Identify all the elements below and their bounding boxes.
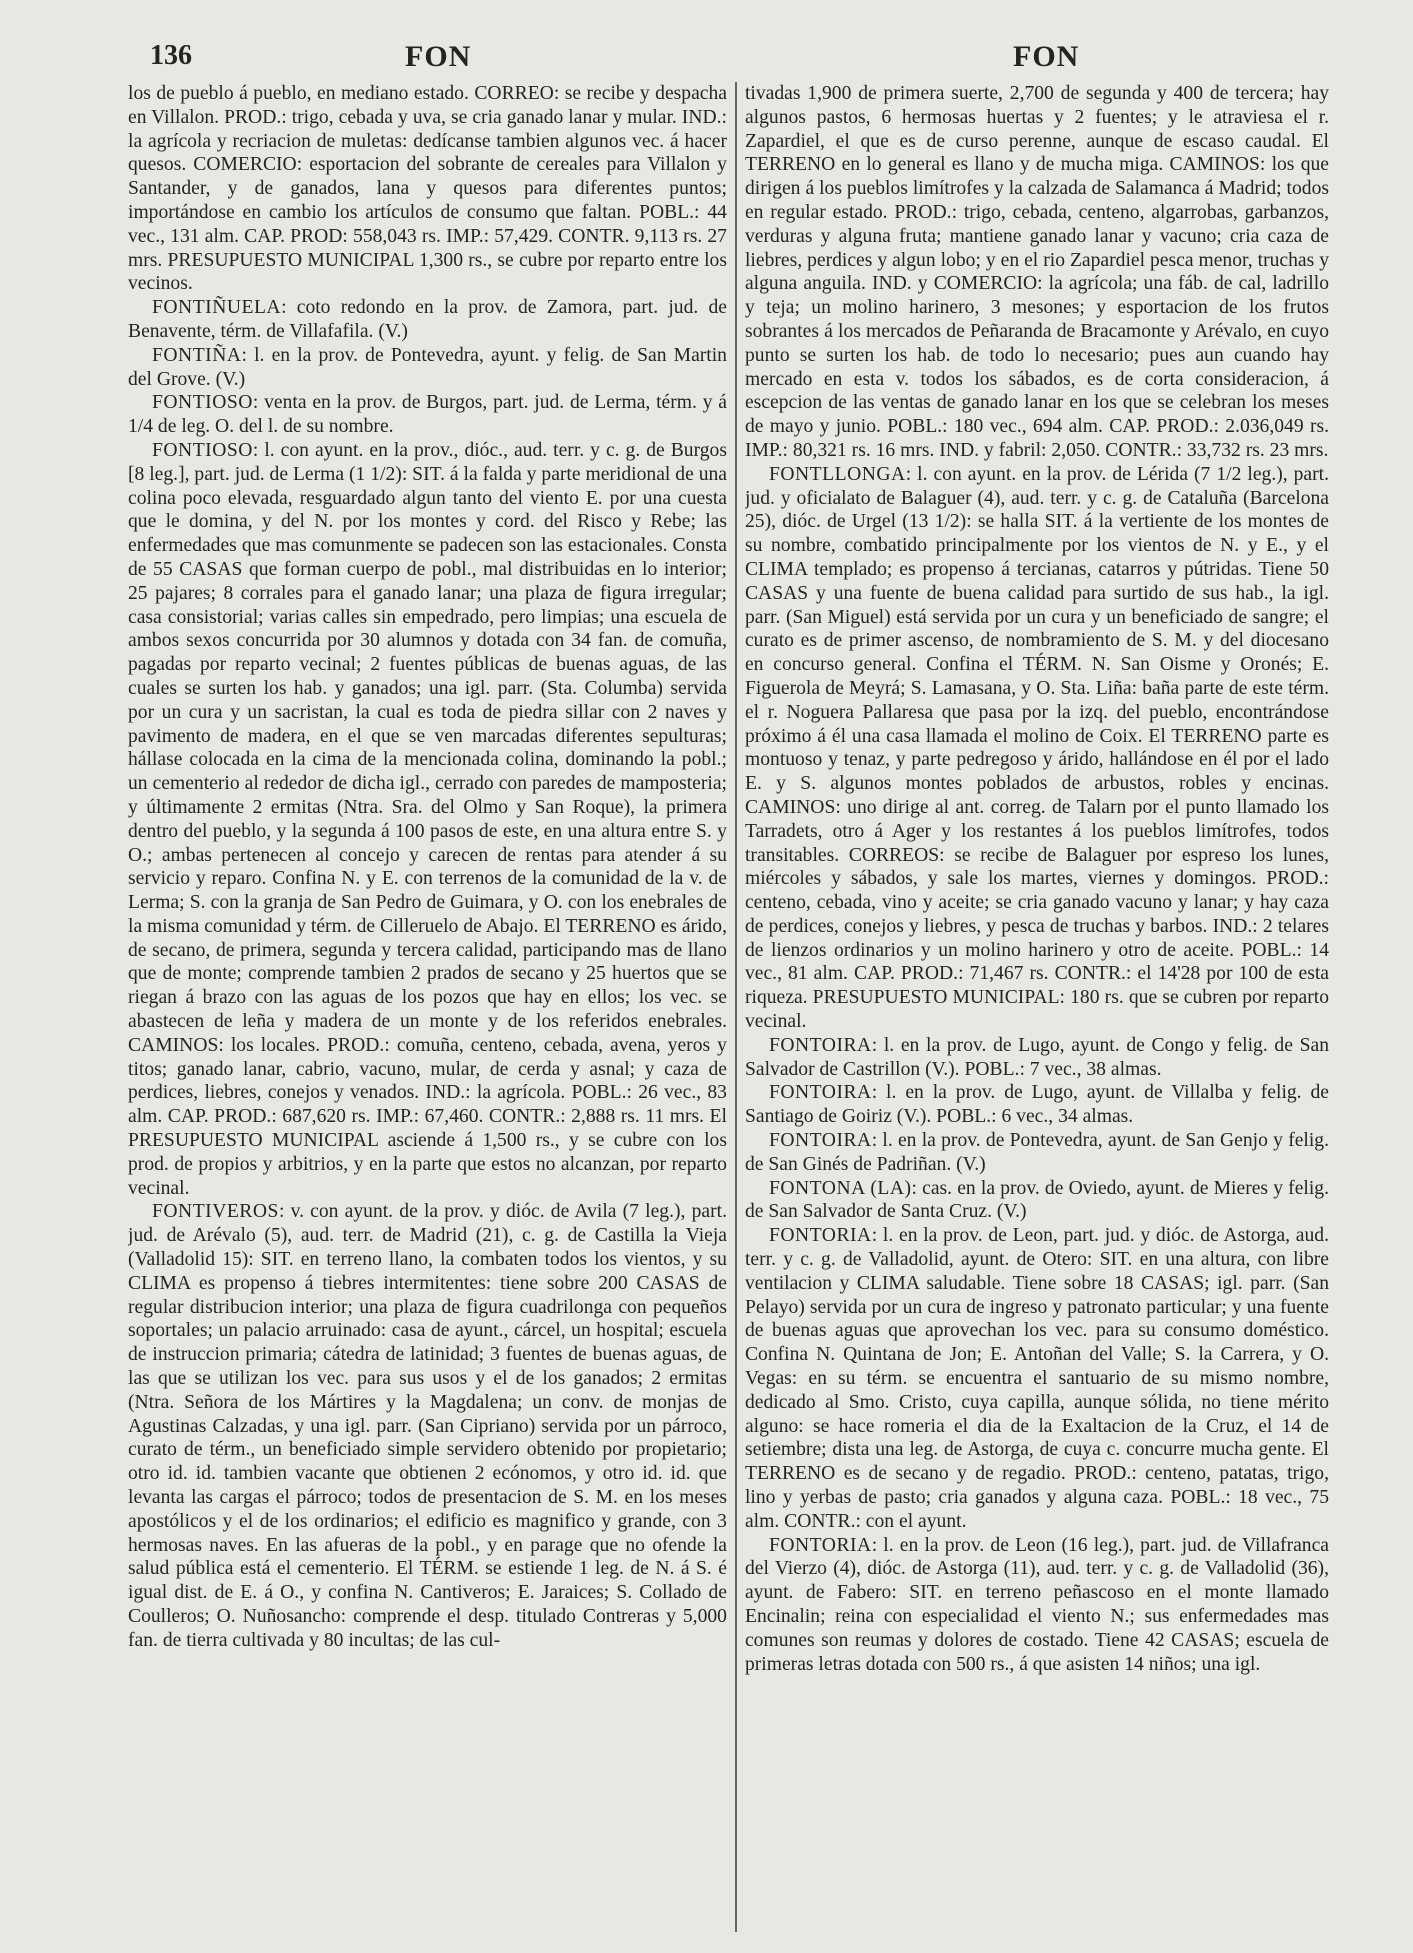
column-divider [735,82,737,1932]
headword: FONTIOSO [152,392,253,414]
entry-fontona [745,1177,1329,1225]
headword: FONTIVEROS [152,1201,279,1223]
entry-fontina [128,344,727,392]
left-running-head: FON [405,40,472,73]
entry-text: : l. en la prov. de Lugo, ayunt. de Villalba y felig. de Santiago de Goiriz (V.). POBL.: 6 vec., 34 almas. [744,1082,1329,1128]
entry-text: : v. con ayunt. de la prov. y dióc. de Avila (7 leg.), part. jud. de Arévalo (5), aud. terr. de Madrid (21), c. g. de Castilla la Vieja (Valladolid 15): SIT. en terreno llano, la combaten todos los vientos, y su CLIMA es propenso á tiebres intermitentes: tiene sobre 200 CASAS de regular distribucion interior; una plaza de figura cuadrilonga con pequeños soportales; un palacio arruinado: casa de ayunt., cárcel, un hospital; escuela de instruccion primaria; cátedra de latinidad; 3 fuentes de buenas aguas, de las que se utilizan los vec. para sus usos y el de los ganados; 2 ermitas (Ntra. Señora de los Mártires y la Magdalena; un conv. de monjas de Agustinas Calzadas, y una igl. parr. (San Cipriano) servida por un párroco, curato de térm., un beneficiado simple servidero obtenido por propietario; otro id. id. tambien vacante que obtienen 2 ecónomos, y otro id. id. que levanta las cargas el párroco; todos de presentacion de S. M. en los meses apostólicos y el de los ordinarios; el edificio es magnifico y grande, con 3 hermosas naves. En las afueras de la pobl., y en parage que no ofende la salud pública está el cementerio. El TÉRM. se estiende 1 leg. de N. á S. é igual dist. de E. á O., y confina N. Cantiveros; E. Jaraices; S. Collado de Coulleros; O. Nuñosancho: comprende el desp. titulado Contreras y 5,000 fan. de tierra cultivada y 80 incultas; de las cul- [128,1201,727,1651]
left-column [128,82,727,1932]
text-columns [128,82,1329,1932]
headword: FONTIÑUELA [152,297,282,319]
page-number: 136 [150,40,192,71]
entry-text: los de pueblo á pueblo, en mediano estado. CORREO: se recibe y despacha en Villalon. PROD.: trigo, cebada y uva, se cria ganado lanar y mular. IND.: la agrícola y recriacion de muletas: dedícanse tambien algunos vec. á hacer quesos. COMERCIO: esportacion del sobrante de cereales para Villalon y Santander, y de ganados, lana y quesos para diferentes puntos; importándose en cambio los artículos de consumo que faltan. POBL.: 44 vec., 131 alm. CAP. PROD: 558,043 rs. IMP.: 57,429. CONTR. 9,113 rs. 27 mrs. PRESUPUESTO MUNICIPAL 1,300 rs., se cubre por reparto entre los vecinos. [128,83,727,295]
running-head [128,36,1329,82]
headword: FONTORIA [768,1225,872,1247]
entry-text: tivadas 1,900 de primera suerte, 2,700 de segunda y 400 de tercera; hay algunos pastos, 6 hermosas huertas y 2 fuentes; y le atraviesa el r. Zapardiel, el que es de curso perenne, aunque de escaso caudal. El TERRENO en lo general es llano y de mucha miga. CAMINOS: los que dirigen á los pueblos limítrofes y la calzada de Salamanca á Madrid; todos en regular estado. PROD.: trigo, cebada, centeno, algarrobas, garbanzos, verduras y alguna fruta; mantiene ganado lanar y vacuno; cria caza de liebres, perdices y algun lobo; y en el rio Zapardiel pesca menor, truchas y alguna anguila. IND. y COMERCIO: la agrícola; una fáb. de cal, ladrillo y teja; un molino harinero, 3 mesones; y esportacion de los frutos sobrantes á los mercados de Peñaranda de Bracamonte y Arévalo, en cuyo punto se surten los hab. de todo lo necesario; pues aun cuando hay mercado en esta v. todos los sábados, es de corta consideracion, á escepcion de las ventas de ganado lanar en los que se celebran los meses de mayo y junio. POBL.: 180 vec., 694 alm. CAP. PROD.: 2.036,049 rs. IMP.: 80,321 rs. 16 mrs. IND. y fabril: 2,050. CONTR.: 33,732 rs. 23 mrs. [744,83,1329,461]
entry-text: : l. en la prov. de Leon, part. jud. y dióc. de Astorga, aud. terr. y c. g. de Valladolid, ayunt. de Otero: SIT. en una altura, con libre ventilacion y CLIMA saludable. Tiene sobre 18 CASAS; igl. parr. (San Pelayo) servida por un cura de ingreso y patronato particular; y una fuente de buenas aguas que aprovechan los vec. para su consumo doméstico. Confina N. Quintana de Jon; E. Antoñan del Valle; S. la Carrera, y O. Vegas: en su térm. se encuentra el santuario de su mismo nombre, dedicado al Smo. Cristo, cuya capilla, aunque sólida, no tiene mérito alguno: se hace romeria el dia de la Exaltacion de la Cruz, el 14 de setiembre; dista una leg. de Astorga, de cuya c. concurre mucha gente. El TERRENO es de secano y de regadio. PROD.: centeno, patatas, trigo, lino y yerbas de pasto; cria ganados y alguna caza. POBL.: 18 vec., 75 alm. CONTR.: con el ayunt. [744,1225,1329,1532]
right-running-head: FON [1013,40,1080,73]
entry-text: : cas. en la prov. de Oviedo, ayunt. de Mieres y felig. de San Salvador de Santa Cruz. (V.) [744,1177,1329,1223]
entry-fontioso-lugar [128,439,727,1201]
entry-continuation [128,82,727,296]
entry-text: : l. en la prov. de Lugo, ayunt. de Congo y felig. de San Salvador de Castrillon (V.). POBL.: 7 vec., 38 almas. [744,1034,1329,1080]
entry-text: : l. con ayunt. en la prov. de Lérida (7 1/2 leg.), part. jud. y oficialato de Balaguer (4), aud. terr. y c. g. de Cataluña (Barcelona 25), dióc. de Urgel (13 1/2): se halla SIT. á la vertiente de los montes de su nombre, combatido principalmente por los vientos de N. y E., y el CLIMA templado; es propenso á tercianas, catarros y pútridas. Tiene 50 CASAS y una fuente de buena calidad para surtido de sus hab., la igl. parr. (San Miguel) está servida por un cura y un beneficiado de sangre; el curato es de primer ascenso, de nombramiento de S. M. y del diocesano en concurso general. Confina el TÉRM. N. San Oisme y Oronés; E. Figuerola de Meyrá; S. Lamasana, y O. Sta. Liña: baña parte de este térm. el r. Noguera Pallaresa que pasa por la izq. del pueblo, encontrándose próximo á él una casa llamada el molino de Coix. El TERRENO parte es montuoso y tenaz, y parte pedregoso y árido, hallándose en él por el lado E. y S. algunos montes poblados de arbustos, robles y encinas. CAMINOS: uno dirige al ant. correg. de Talarn por el punto llamado los Tarradets, otro á Ager y los restantes á los pueblos limítrofes, todos transitables. CORREOS: se recibe de Balaguer por espreso los lunes, miércoles y sábados, y sale los martes, viernes y domingos. PROD.: centeno, cebada, vino y aceite; se cria ganado vacuno y lanar; y hay caza de perdices, conejos y liebres, y pesca de truchas y barbos. IND.: 2 telares de lienzos ordinarios y un molino harinero y otro de aceite. POBL.: 14 vec., 81 alm. CAP. PROD.: 71,467 rs. CONTR.: el 14'28 por 100 de esta riqueza. PRESUPUESTO MUNICIPAL: 180 rs. que se cubren por reparto vecinal. [744,463,1329,1033]
headword: FONTIOSO [152,439,253,461]
entry-text: : l. con ayunt. en la prov., dióc., aud. terr. y c. g. de Burgos [8 leg.], part. jud. de Lerma (1 1/2): SIT. á la falda y parte meridional de una colina poco elevada, resguardado algun tanto del viento E. por una cuesta que le domina, y del N. por los montes y cord. del Risco y Rebe; las enfermedades que mas comunmente se padecen son las estacionales. Consta de 55 CASAS que forman cuerpo de pobl., mal distribuidas en lo interior; 25 pajares; 8 corrales para el ganado lanar; una plaza de figura irregular; casa consistorial; varias calles sin empedrado, pero limpias; una escuela de ambos sexos concurrida por 30 alumnos y dotada con 34 fan. de comuña, pagadas por reparto vecinal; 2 fuentes públicas de buenas aguas, de las cuales se surten los hab. y ganados; una igl. parr. (Sta. Columba) servida por un cura y un sacristan, la cual es toda de piedra sillar con 2 naves y pavimento de madera, en el que se ven marcadas diferentes sepulturas; hállase colocada en la cima de la mencionada colina, dominando la pobl.; un cementerio al rededor de dicha igl., cerrado con paredes de mamposteria; y últimamente 2 ermitas (Ntra. Sra. del Olmo y San Roque), la primera dentro del pueblo, y la segunda á 100 pasos de este, en una altura entre S. y O.; ambas pertenecen al concejo y carecen de rentas para atender á su servicio y reparo. Confina N. y E. con terrenos de la comunidad de la v. de Lerma; S. con la granja de San Pedro de Guimara, y O. con los enebrales de la misma comunidad y térm. de Cilleruelo de Abajo. El TERRENO es árido, de secano, de primera, segunda y tercera calidad, participando mas de llano que de monte; comprende tambien 2 prados de secano y 25 huertos que se riegan á brazo con las aguas de los pozos que hay en ellos; los vec. se abastecen de leña y madera de un monte y de los referidos enebrales. CAMINOS: los locales. PROD.: comuña, centeno, cebada, avena, yeros y titos; ganado lanar, cabrio, vacuno, mular, de cerda y asnal; y caza de perdices, liebres, conejos y venados. IND.: la agrícola. POBL.: 26 vec., 83 alm. CAP. PROD.: 687,620 rs. IMP.: 67,460. CONTR.: 2,888 rs. 11 mrs. El PRESUPUESTO MUNICIPAL asciende á 1,500 rs., y se cubre con los prod. de propios y arbitrios, y en la parte que estos no alcanzan, por reparto vecinal. [128,439,727,1199]
entry-text: : l. en la prov. de Pontevedra, ayunt. y felig. de San Martin del Grove. (V.) [128,344,727,390]
headword: FONTOIRA [768,1082,872,1104]
headword: FONTLLONGA [768,463,906,485]
entry-fontllonga [745,463,1329,1034]
entry-fontoria-astorga [745,1224,1329,1533]
right-column [745,82,1329,1932]
entry-fontiveros [128,1200,727,1652]
headword: FONTOIRA [768,1130,872,1152]
headword: FONTONA (LA) [768,1177,912,1199]
entry-fontioso-venta [128,391,727,439]
entry-fontoira-villalba [745,1081,1329,1129]
headword: FONTOIRA [768,1034,872,1056]
entry-text: : l. en la prov. de Pontevedra, ayunt. de San Genjo y felig. de San Ginés de Padriñan. (V.) [744,1130,1329,1175]
entry-continuation [745,82,1329,463]
entry-text: : l. en la prov. de Leon (16 leg.), part. jud. de Villafranca del Vierzo (4), dióc. de Astorga (11), aud. terr. y c. g. de Valladolid (36), ayunt. de Fabero: SIT. en terreno peñascoso en el monte llamado Encinalin; reina con especialidad el viento N.; sus enfermedades mas comunes son reumas y dolores de costado. Tiene 42 CASAS; escuela de primeras letras dotada con 500 rs., á que asisten 14 niños; una igl. [744,1534,1329,1675]
headword: FONTIÑA [152,344,242,366]
entry-fontoria-fabero [745,1534,1329,1677]
entry-fontinuela [128,296,727,344]
entry-fontoira-san-genjo [745,1129,1329,1177]
entry-fontoira-congo [745,1034,1329,1082]
entry-text: : venta en la prov. de Burgos, part. jud. de Lerma, térm. y á 1/4 de leg. O. del l. de su nombre. [128,392,727,438]
entry-text: : coto redondo en la prov. de Zamora, part. jud. de Benavente, térm. de Villafafila. (V.) [128,297,727,342]
headword: FONTORIA [768,1534,872,1556]
